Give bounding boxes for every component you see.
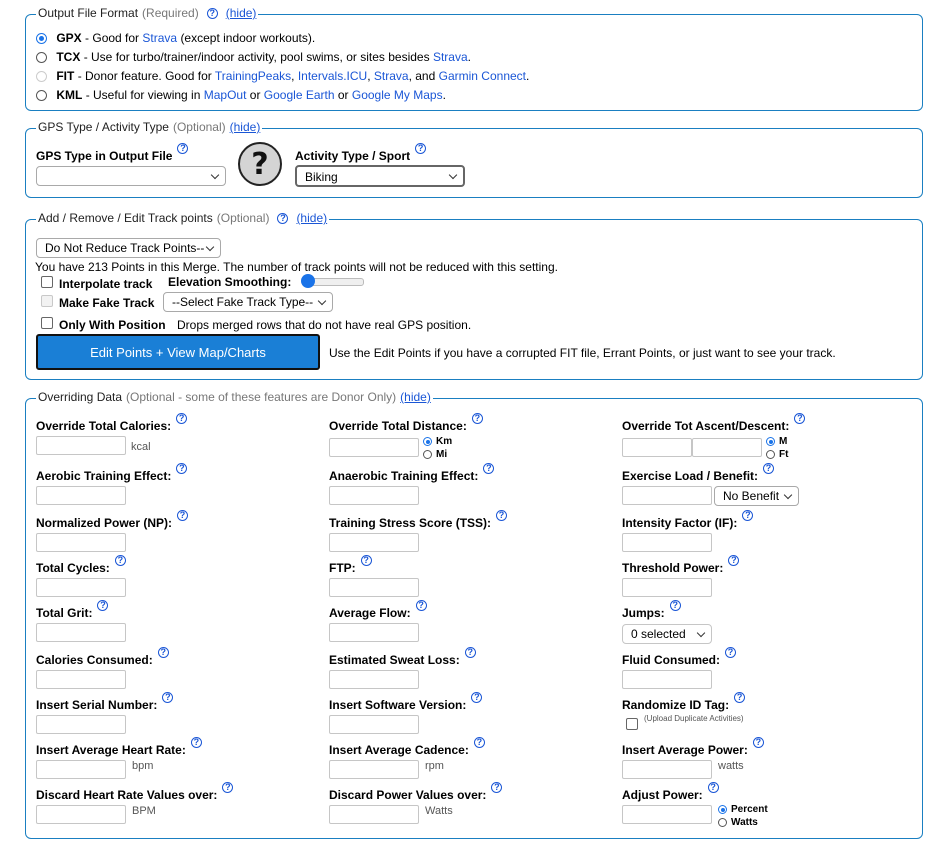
format-code: FIT (56, 69, 75, 83)
ascent-label (622, 413, 805, 433)
randomize-note: (Upload Duplicate Activities) (644, 714, 744, 723)
separator: or (249, 88, 261, 102)
bpm-upper-unit: BPM (132, 805, 156, 817)
discard-hr-label (36, 782, 233, 802)
label-text: Discard Power Values over: (329, 788, 487, 802)
hide-link[interactable]: (hide) (229, 120, 261, 134)
separator: , (367, 69, 371, 83)
label-text: Normalized Power (NP): (36, 516, 173, 530)
m-label: M (779, 436, 788, 447)
fluid-label (622, 647, 736, 667)
if-label (622, 510, 753, 530)
label-text: Jumps: (622, 606, 665, 620)
optional-note: (Optional) (216, 211, 270, 225)
if-input[interactable] (622, 533, 712, 552)
elevation-smoothing-slider[interactable] (302, 278, 364, 286)
grit-label (36, 600, 108, 620)
help-icon[interactable]: ? (725, 647, 736, 658)
gps-type-section (25, 120, 923, 198)
format-code: GPX (56, 31, 82, 45)
percent-radio[interactable] (718, 805, 727, 814)
watts-label: Watts (731, 817, 758, 828)
help-icon[interactable]: ? (742, 510, 753, 521)
distance-label (329, 413, 483, 433)
help-icon[interactable]: ? (176, 413, 187, 424)
separator: , and (408, 69, 436, 83)
label-text: Insert Software Version: (329, 698, 467, 712)
label-text: Training Stress Score (TSS): (329, 516, 492, 530)
legend-title: Add / Remove / Edit Track points (38, 211, 213, 225)
serial-label (36, 692, 173, 712)
reduce-points-select[interactable]: Do Not Reduce Track Points-- (36, 238, 221, 258)
format-option-kml[interactable] (36, 88, 446, 102)
aerobic-input[interactable] (36, 486, 126, 505)
help-icon[interactable]: ? (728, 555, 739, 566)
label-text: Intensity Factor (IF): (622, 516, 738, 530)
help-icon[interactable]: ? (97, 600, 108, 611)
points-note: You have 213 Points in this Merge. The number of track points will not be reduced with this setting. (35, 260, 558, 274)
overriding-legend (36, 390, 433, 404)
help-icon[interactable]: ? (115, 555, 126, 566)
jumps-label (622, 600, 681, 620)
help-icon[interactable]: ? (794, 413, 805, 424)
required-note: (Required) (142, 6, 199, 20)
gps-type-legend (36, 120, 262, 134)
only-position-label: Only With Position (59, 318, 166, 332)
cycles-input[interactable] (36, 578, 126, 597)
gps-type-label (36, 143, 188, 163)
help-icon[interactable]: ? (708, 782, 719, 793)
calories-label (36, 413, 187, 433)
help-icon[interactable]: ? (277, 213, 288, 224)
calories-input[interactable] (36, 436, 126, 455)
overriding-data-section (25, 390, 923, 839)
avg-hr-label (36, 737, 202, 757)
track-points-section (25, 211, 923, 380)
help-icon[interactable]: ? (177, 143, 188, 154)
format-desc-end: (except indoor workouts). (180, 31, 316, 45)
label-text: Override Tot Ascent/Descent: (622, 419, 790, 433)
anaerobic-input[interactable] (329, 486, 419, 505)
format-desc-end: . (467, 50, 471, 64)
help-icon[interactable]: ? (472, 413, 483, 424)
label-text: Override Total Calories: (36, 419, 172, 433)
trainingpeaks-link[interactable]: TrainingPeaks (214, 69, 292, 83)
label-text: Aerobic Training Effect: (36, 469, 172, 483)
watts-radio[interactable] (718, 818, 727, 827)
ftp-input[interactable] (329, 578, 419, 597)
format-desc-end: . (442, 88, 446, 102)
flow-label (329, 600, 427, 620)
benefit-select[interactable]: No Benefit (714, 486, 799, 506)
help-icon[interactable]: ? (162, 692, 173, 703)
format-desc: - Donor feature. Good for (77, 69, 212, 83)
only-position-note: Drops merged rows that do not have real GPS position. (177, 318, 472, 332)
label-text: Insert Serial Number: (36, 698, 158, 712)
help-icon[interactable]: ? (191, 737, 202, 748)
label-text: Calories Consumed: (36, 653, 153, 667)
label-text: Adjust Power: (622, 788, 703, 802)
ft-label: Ft (779, 449, 789, 460)
help-icon[interactable]: ? (483, 463, 494, 474)
radio-kml[interactable] (36, 90, 47, 101)
serial-input[interactable] (36, 715, 126, 734)
label-text: Anaerobic Training Effect: (329, 469, 479, 483)
label-text: GPS Type in Output File (36, 149, 173, 163)
format-option-fit[interactable] (36, 69, 529, 83)
discard-hr-input[interactable] (36, 805, 126, 824)
discard-power-input[interactable] (329, 805, 419, 824)
label-text: Insert Average Heart Rate: (36, 743, 186, 757)
tss-label (329, 510, 507, 530)
help-icon[interactable]: ? (496, 510, 507, 521)
avg-hr-input[interactable] (36, 760, 126, 779)
avg-cadence-label (329, 737, 485, 757)
format-desc: - Useful for viewing in (85, 88, 201, 102)
format-desc: - Good for (85, 31, 140, 45)
help-icon[interactable]: ? (491, 782, 502, 793)
watts-unit: watts (718, 760, 744, 772)
avg-power-label (622, 737, 764, 757)
aerobic-label (36, 463, 187, 483)
edit-points-note: Use the Edit Points if you have a corrupted FIT file, Errant Points, or just want to see your track. (329, 346, 836, 360)
ft-option[interactable] (766, 449, 788, 460)
kcal-unit: kcal (131, 441, 151, 453)
ascent-input[interactable] (622, 438, 692, 457)
exercise-load-label (622, 463, 774, 483)
optional-note: (Optional) (172, 120, 226, 134)
interpolate-checkbox[interactable] (41, 276, 53, 288)
label-text: Discard Heart Rate Values over: (36, 788, 218, 802)
help-icon[interactable]: ? (734, 692, 745, 703)
flow-input[interactable] (329, 623, 419, 642)
anaerobic-label (329, 463, 494, 483)
output-format-legend (36, 6, 258, 20)
mi-option[interactable] (423, 449, 447, 460)
radio-fit[interactable] (36, 71, 47, 82)
fake-track-label: Make Fake Track (59, 296, 155, 310)
cycles-label (36, 555, 126, 575)
intervals-icu-link[interactable]: Intervals.ICU (297, 69, 368, 83)
question-mark-icon[interactable]: ? (238, 142, 282, 186)
hide-link[interactable]: (hide) (400, 390, 431, 404)
separator: or (337, 88, 349, 102)
cal-consumed-label (36, 647, 169, 667)
legend-title: Overriding Data (38, 390, 123, 404)
distance-input[interactable] (329, 438, 419, 457)
legend-title: GPS Type / Activity Type (38, 120, 169, 134)
activity-type-select[interactable]: Biking (295, 165, 465, 187)
sweat-input[interactable] (329, 670, 419, 689)
label-text: Total Cycles: (36, 561, 110, 575)
help-icon[interactable]: ? (361, 555, 372, 566)
label-text: Activity Type / Sport (295, 149, 411, 163)
percent-label: Percent (731, 804, 768, 815)
help-icon[interactable]: ? (763, 463, 774, 474)
threshold-label (622, 555, 739, 575)
label-text: Insert Average Cadence: (329, 743, 469, 757)
m-radio[interactable] (766, 437, 775, 446)
mi-radio[interactable] (423, 450, 432, 459)
hide-link[interactable]: (hide) (225, 6, 257, 20)
fake-track-select[interactable]: --Select Fake Track Type-- (163, 292, 333, 312)
sweat-label (329, 647, 476, 667)
garmin-connect-link[interactable]: Garmin Connect (438, 69, 526, 83)
label-text: Insert Average Power: (622, 743, 748, 757)
exercise-load-input[interactable] (622, 486, 712, 505)
mapout-link[interactable]: MapOut (203, 88, 247, 102)
km-option[interactable] (423, 436, 452, 447)
tss-input[interactable] (329, 533, 419, 552)
watts-upper-unit: Watts (425, 805, 453, 817)
rpm-unit: rpm (425, 760, 444, 772)
avg-power-input[interactable] (622, 760, 712, 779)
label-text: Override Total Distance: (329, 419, 467, 433)
help-icon[interactable]: ? (416, 600, 427, 611)
randomize-label (622, 692, 745, 712)
help-icon[interactable]: ? (158, 647, 169, 658)
elevation-smoothing-label: Elevation Smoothing: (168, 275, 292, 289)
np-label (36, 510, 188, 530)
km-label: Km (436, 436, 453, 447)
label-text: Randomize ID Tag: (622, 698, 730, 712)
adjust-power-label (622, 782, 719, 802)
track-points-legend (36, 211, 329, 225)
label-text: FTP: (329, 561, 356, 575)
optional-note: (Optional - some of these features are Donor Only) (126, 390, 397, 404)
gps-type-select[interactable] (36, 166, 226, 186)
discard-power-label (329, 782, 502, 802)
format-desc: - Use for turbo/trainer/indoor activity, pool swims, or sites besides (83, 50, 430, 64)
help-icon[interactable]: ? (176, 463, 187, 474)
software-input[interactable] (329, 715, 419, 734)
cal-consumed-input[interactable] (36, 670, 126, 689)
fake-track-checkbox[interactable] (41, 295, 53, 307)
label-text: Fluid Consumed: (622, 653, 720, 667)
ft-radio[interactable] (766, 450, 775, 459)
format-code: TCX (56, 50, 81, 64)
google-my-maps-link[interactable]: Google My Maps (351, 88, 443, 102)
help-icon[interactable]: ? (177, 510, 188, 521)
output-format-section (25, 6, 923, 111)
help-icon[interactable]: ? (471, 692, 482, 703)
help-icon[interactable]: ? (670, 600, 681, 611)
np-input[interactable] (36, 533, 126, 552)
strava-link[interactable]: Strava (373, 69, 409, 83)
percent-option[interactable] (718, 804, 768, 815)
label-text: Estimated Sweat Loss: (329, 653, 460, 667)
activity-type-label (295, 143, 426, 163)
hide-link[interactable]: (hide) (296, 211, 328, 225)
strava-link[interactable]: Strava (142, 31, 178, 45)
google-earth-link[interactable]: Google Earth (263, 88, 335, 102)
label-text: Total Grit: (36, 606, 93, 620)
format-desc-end: . (526, 69, 530, 83)
adjust-power-input[interactable] (622, 805, 712, 824)
bpm-unit: bpm (132, 760, 154, 772)
label-text: Threshold Power: (622, 561, 724, 575)
software-label (329, 692, 482, 712)
help-icon[interactable]: ? (415, 143, 426, 154)
format-code: KML (56, 88, 83, 102)
mi-label: Mi (436, 449, 448, 460)
interpolate-label: Interpolate track (59, 277, 153, 291)
separator: , (291, 69, 295, 83)
ftp-label (329, 555, 372, 575)
help-icon[interactable]: ? (465, 647, 476, 658)
label-text: Exercise Load / Benefit: (622, 469, 759, 483)
format-option-gpx[interactable] (36, 31, 315, 45)
help-icon[interactable]: ? (222, 782, 233, 793)
radio-gpx[interactable] (36, 33, 47, 44)
descent-input[interactable] (692, 438, 762, 457)
strava-link[interactable]: Strava (432, 50, 468, 64)
slider-thumb[interactable] (301, 274, 315, 288)
avg-cadence-input[interactable] (329, 760, 419, 779)
help-icon[interactable]: ? (474, 737, 485, 748)
km-radio[interactable] (423, 437, 432, 446)
format-option-tcx[interactable] (36, 50, 471, 64)
jumps-select[interactable]: 0 selected (622, 624, 712, 644)
radio-tcx[interactable] (36, 52, 47, 63)
randomize-checkbox[interactable] (626, 718, 638, 730)
m-option[interactable] (766, 436, 787, 447)
edit-points-button[interactable]: Edit Points + View Map/Charts (36, 334, 320, 370)
threshold-input[interactable] (622, 578, 712, 597)
help-icon[interactable]: ? (753, 737, 764, 748)
legend-title: Output File Format (38, 6, 139, 20)
grit-input[interactable] (36, 623, 126, 642)
only-position-checkbox[interactable] (41, 317, 53, 329)
help-icon[interactable]: ? (207, 8, 218, 19)
label-text: Average Flow: (329, 606, 411, 620)
watts-option[interactable] (718, 817, 758, 828)
fluid-input[interactable] (622, 670, 712, 689)
